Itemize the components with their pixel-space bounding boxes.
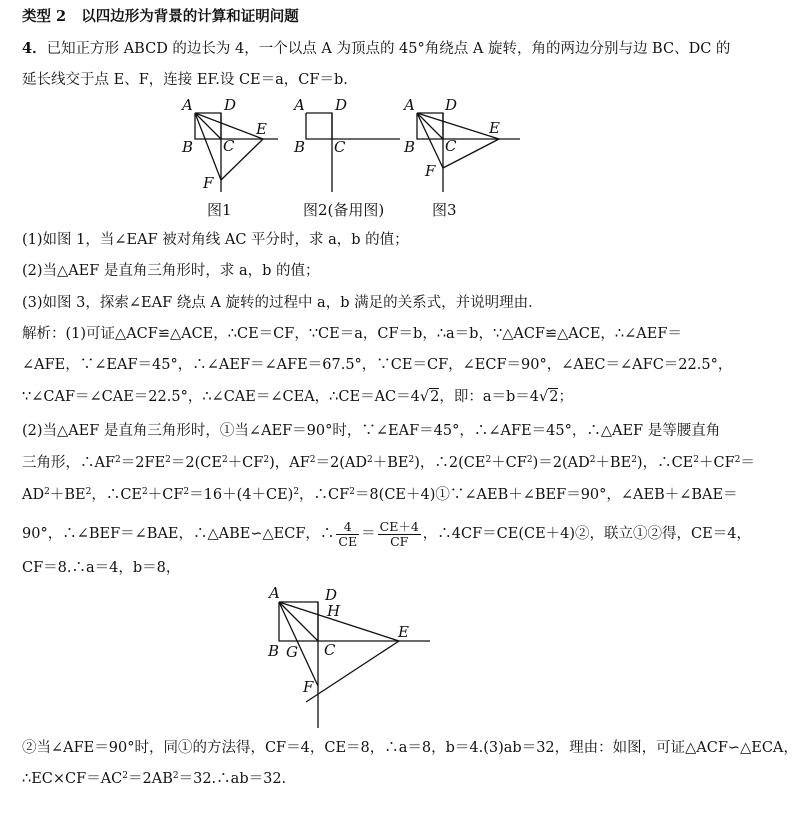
fig3-label-e: E	[489, 119, 500, 137]
fig2-label-c: C	[334, 138, 346, 156]
fig3-label-b: B	[404, 138, 416, 156]
fig4-label-h: H	[327, 602, 341, 620]
solution-line-10: $\therefore EC\times CF=AC^2=2AB^2=32.\therefore ab=32$.	[22, 771, 287, 787]
fig4-label-f: F	[303, 678, 314, 696]
fig1-label-f: F	[203, 174, 214, 192]
fig1-diagonal-ac	[195, 113, 221, 139]
fig1-caption: 图1	[207, 201, 232, 219]
fig1-label-e: E	[256, 120, 267, 138]
figure-3	[402, 96, 522, 196]
fig2-caption: 图2(备用图)	[303, 201, 385, 219]
question-2: (2)当△AEF 是直角三角形时，求 a，b 的值；	[22, 263, 320, 279]
fig4-line-ef	[306, 641, 399, 702]
fig3-label-f: F	[425, 162, 436, 180]
section-title: 以四边形为背景的计算和证明问题	[81, 8, 299, 25]
fig1-label-d: D	[224, 96, 237, 114]
problem-line-2: 延长线交于点 E、F，连接 EF.设 CE＝a，CF＝b.	[22, 72, 348, 88]
fig1-label-c: C	[223, 137, 235, 155]
fig4-line-af	[279, 602, 318, 686]
fig4-label-d: D	[325, 586, 338, 604]
type-label: 类型 2	[22, 8, 67, 25]
fig2-square	[306, 113, 332, 139]
fig4-label-g: G	[286, 643, 298, 661]
fig2-label-b: B	[294, 138, 306, 156]
fig4-label-e: E	[398, 623, 409, 641]
fig1-line-af	[195, 113, 221, 180]
figure-4	[262, 580, 442, 730]
question-1: (1)如图 1，当∠EAF 被对角线 AC 平分时，求 a，b 的值；	[22, 232, 409, 248]
solution-line-1: 解析：(1)可证△ACF≌△ACE，∴CE＝CF，∵CE＝a，CF＝b，∴a＝b，∵△ACF≌△ACE，∴∠AEF＝	[22, 326, 682, 342]
sqrt-sign: √	[419, 389, 430, 405]
solution-line-9: ②当∠AFE＝90°时，同①的方法得，CF＝4，CE＝8，∴a＝8，b＝4.(3)ab＝32，理由：如图，可证△ACF∽△ECA，	[22, 740, 798, 756]
fraction-ce-plus-4-over-cf: $\frac{CE+4}{CF}$	[379, 518, 419, 549]
question-3: (3)如图 3，探索∠EAF 绕点 A 旋转的过程中 a，b 满足的关系式，并说明理由．	[22, 295, 543, 311]
fig2-label-d: D	[335, 96, 348, 114]
fig3-label-a: A	[404, 96, 415, 114]
solution-line-7: 90°，∴∠BEF＝∠BAE，∴△ABE∽△ECF，∴ $\frac{4}{CE}$ ＝ $\frac{CE+4}{CF}$ ，∴4CF＝CE(CE＋4)②，联立①②得，CE＝4，	[22, 518, 751, 549]
fig3-line-af	[417, 113, 443, 168]
fig2-label-a: A	[294, 96, 305, 114]
fig3-label-d: D	[445, 96, 458, 114]
solution-line-2: ∠AFE，∵∠EAF＝45°，∴∠AEF＝∠AFE＝67.5°，∵CE＝CF，∠ECF＝90°，∠AEC＝∠AFC＝22.5°，	[22, 357, 733, 373]
fig4-label-a: A	[269, 584, 280, 602]
fig1-label-a: A	[182, 96, 193, 114]
problem-number: 4．	[22, 40, 47, 57]
solution-line-3: ∵∠CAF＝∠CAE＝22.5°，∴∠CAE＝∠CEA，∴CE＝AC＝4√2，即：a＝b＝4√2；	[22, 389, 573, 405]
section-header	[22, 6, 299, 28]
fig3-caption: 图3	[432, 201, 457, 219]
solution-line-6: $AD^2+BE^2$，$\therefore CE^2+CF^2=16+(4+CE)^2$，$\therefore CF^2=8(CE+4)①\because\angle AEB+\angle BEF=90^\circ$，∠AEB＋∠BAE＝	[22, 487, 738, 503]
problem-line-1: 4．已知正方形 ABCD 的边长为 4，一个以点 A 为顶点的 45°角绕点 A 旋转，角的两边分别与边 BC、DC 的	[22, 40, 731, 57]
fig3-label-c: C	[445, 137, 457, 155]
solution-line-4: (2)当△AEF 是直角三角形时，①当∠AEF＝90°时，∵∠EAF＝45°，∴∠AFE＝45°，∴△AEF 是等腰直角	[22, 423, 721, 439]
figure-2	[292, 96, 402, 196]
fig4-label-b: B	[268, 642, 280, 660]
fig1-line-ae	[195, 113, 263, 139]
solution-line-8: CF＝8.∴a＝4，b＝8，	[22, 560, 181, 576]
fig4-label-c: C	[324, 641, 336, 659]
solution-line-5: 三角形，$\therefore AF^2=2FE^2=2(CE^2+CF^2)$，$AF^2=2(AD^2+BE^2)$，$\therefore 2(CE^2+CF^2)=2(AD^2+BE^2)$，$\therefore CE^2+CF^2=$	[22, 455, 755, 471]
fig1-label-b: B	[182, 138, 194, 156]
fraction-4-over-ce: $\frac{4}{CE}$	[338, 518, 358, 549]
figure-1	[180, 96, 280, 196]
